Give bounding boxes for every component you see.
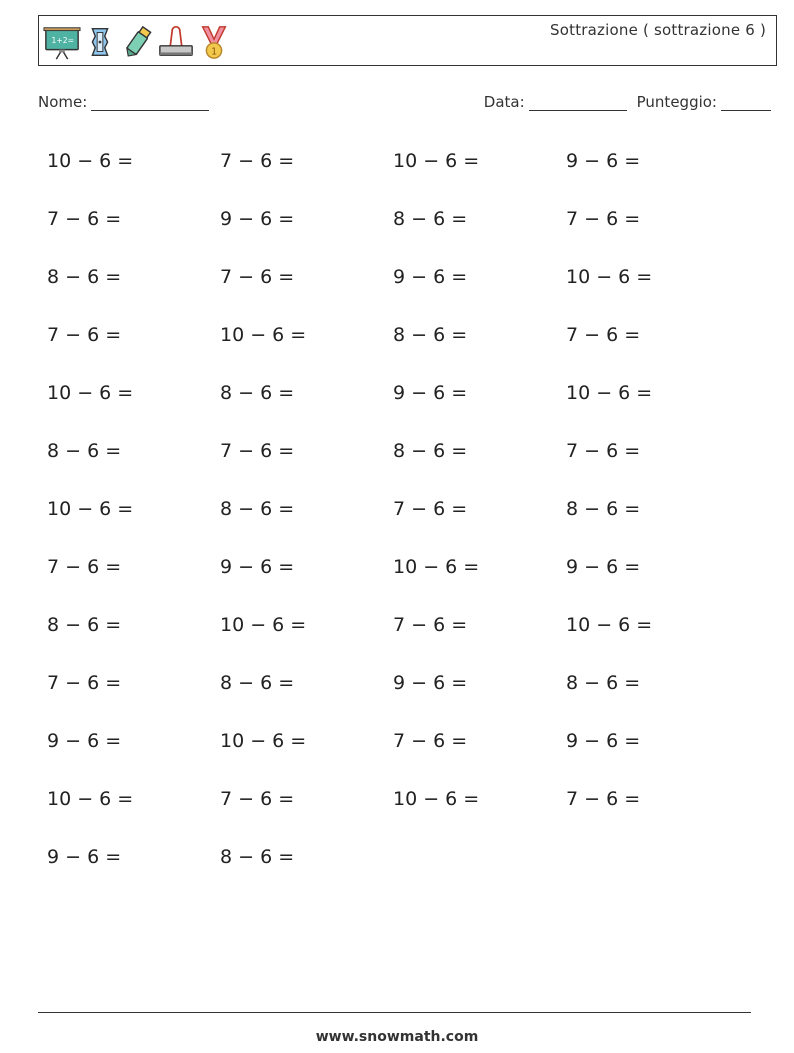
chalkboard-icon	[43, 22, 81, 62]
name-field[interactable]	[91, 92, 209, 111]
score-field[interactable]	[721, 92, 771, 111]
problem-item: 10 − 6 =	[566, 614, 653, 636]
problem-item: 8 − 6 =	[566, 672, 641, 694]
problem-item: 9 − 6 =	[393, 382, 468, 404]
problem-item: 7 − 6 =	[566, 208, 641, 230]
problem-item: 7 − 6 =	[566, 788, 641, 810]
problem-item: 10 − 6 =	[220, 614, 307, 636]
problem-item: 9 − 6 =	[566, 150, 641, 172]
problem-item: 10 − 6 =	[220, 324, 307, 346]
header-icons	[43, 20, 233, 64]
problem-item: 10 − 6 =	[47, 150, 134, 172]
pencil-sharpener-icon	[81, 22, 119, 62]
problem-item: 10 − 6 =	[47, 498, 134, 520]
problem-item: 7 − 6 =	[220, 788, 295, 810]
problem-item: 7 − 6 =	[566, 324, 641, 346]
problem-item: 9 − 6 =	[393, 266, 468, 288]
problem-item: 7 − 6 =	[393, 498, 468, 520]
problem-item: 7 − 6 =	[220, 266, 295, 288]
problem-item: 7 − 6 =	[47, 672, 122, 694]
problem-item: 7 − 6 =	[47, 556, 122, 578]
problem-item: 7 − 6 =	[220, 150, 295, 172]
problem-item: 8 − 6 =	[220, 498, 295, 520]
problem-item: 8 − 6 =	[47, 266, 122, 288]
problem-item: 7 − 6 =	[47, 324, 122, 346]
marker-icon	[119, 22, 157, 62]
problem-item: 8 − 6 =	[47, 440, 122, 462]
problem-item: 8 − 6 =	[47, 614, 122, 636]
problem-item: 9 − 6 =	[220, 556, 295, 578]
footer-divider	[38, 1012, 751, 1013]
problem-item: 8 − 6 =	[220, 846, 295, 868]
problem-item: 10 − 6 =	[47, 788, 134, 810]
problem-item: 9 − 6 =	[47, 730, 122, 752]
score-label: Punteggio:	[636, 93, 717, 111]
problem-item: 10 − 6 =	[47, 382, 134, 404]
problem-item: 8 − 6 =	[220, 382, 295, 404]
problem-item: 8 − 6 =	[566, 498, 641, 520]
problem-item: 7 − 6 =	[47, 208, 122, 230]
problem-item: 9 − 6 =	[220, 208, 295, 230]
problem-item: 9 − 6 =	[393, 672, 468, 694]
problem-item: 7 − 6 =	[393, 614, 468, 636]
problem-item: 10 − 6 =	[393, 556, 480, 578]
worksheet-header	[38, 15, 777, 66]
svg-text:1+2=: 1+2=	[51, 35, 74, 45]
problem-item: 8 − 6 =	[393, 208, 468, 230]
problem-item: 8 − 6 =	[393, 324, 468, 346]
student-info-row	[38, 92, 771, 116]
problem-item: 8 − 6 =	[220, 672, 295, 694]
name-label: Nome:	[38, 93, 88, 111]
problem-item: 10 − 6 =	[566, 266, 653, 288]
medal-icon	[195, 22, 233, 62]
problem-item: 9 − 6 =	[566, 730, 641, 752]
problem-item: 10 − 6 =	[393, 150, 480, 172]
problem-item: 10 − 6 =	[220, 730, 307, 752]
date-label: Data:	[483, 93, 525, 111]
worksheet-title: Sottrazione ( sottrazione 6 )	[550, 21, 766, 39]
problem-item: 7 − 6 =	[393, 730, 468, 752]
binder-clip-icon	[157, 22, 195, 62]
date-field[interactable]	[529, 92, 627, 111]
problem-item: 7 − 6 =	[566, 440, 641, 462]
problem-item: 10 − 6 =	[566, 382, 653, 404]
problem-item: 7 − 6 =	[220, 440, 295, 462]
svg-text:1: 1	[211, 46, 218, 58]
problem-item: 10 − 6 =	[393, 788, 480, 810]
problem-item: 9 − 6 =	[566, 556, 641, 578]
problem-item: 8 − 6 =	[393, 440, 468, 462]
problem-item: 9 − 6 =	[47, 846, 122, 868]
footer-site: www.snowmath.com	[315, 1029, 479, 1045]
problem-grid	[47, 146, 747, 900]
